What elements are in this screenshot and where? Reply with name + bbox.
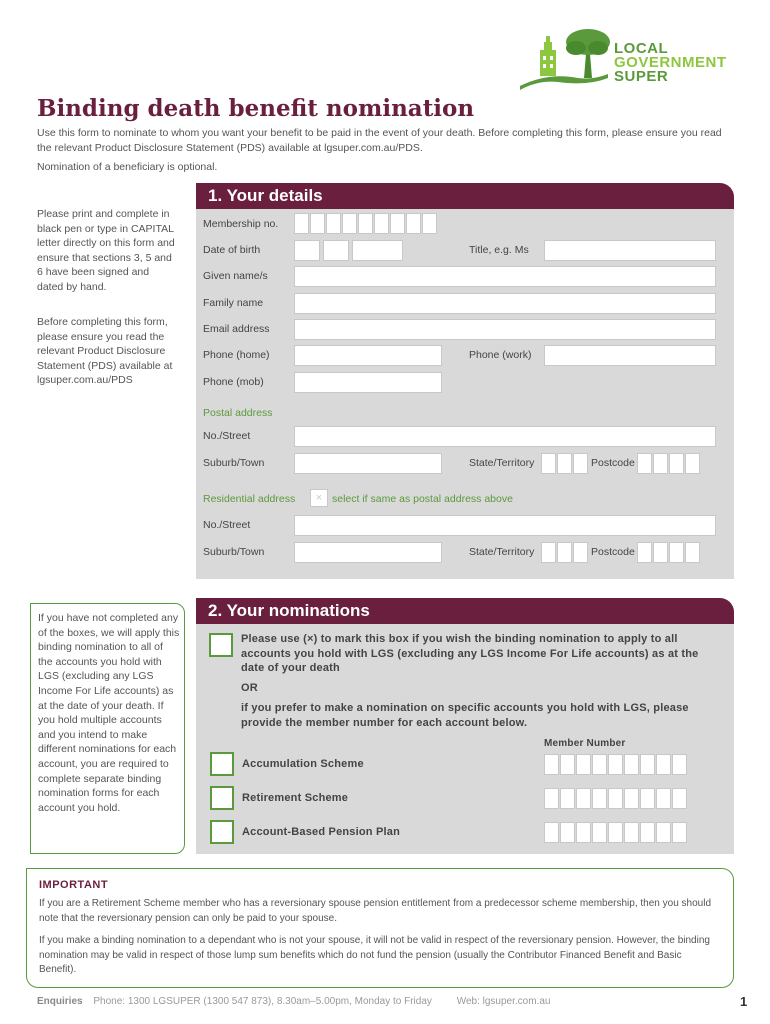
postal-state-cell[interactable] [557,453,572,474]
membership-no-cell[interactable] [406,213,421,234]
important-paragraph-2: If you make a binding nomination to a dependant who is not your spouse, it will not be valid in respect of the reversionary pension. However, the binding nomination may be valid in respect of those lump sum benefits which do not fund the pension (usually the Contributor Financed Benefit and Basic Benefit). [39,935,710,975]
retirement-member-cell[interactable] [560,788,575,809]
pension-member-cell[interactable] [640,822,655,843]
section1-side-note-1: Please print and complete in black pen or type in CAPITAL letter directly on this form and ensure that sections 3, 5 and 6 have been signed and dated by hand. [37,208,175,293]
accumulation-member-cell[interactable] [608,754,623,775]
postal-address-label: Postal address [203,407,273,419]
logo-line-1: LOCAL [614,40,669,57]
residential-state-cell[interactable] [573,542,588,563]
pension-label: Account-Based Pension Plan [242,826,401,838]
phone-home-field[interactable] [294,345,442,366]
residential-street-label: No./Street [203,519,251,531]
phone-mob-field[interactable] [294,372,442,393]
pension-member-cell[interactable] [544,822,559,843]
retirement-member-cell[interactable] [656,788,671,809]
date-of-birth-label: Date of birth [203,244,261,256]
postal-postcode-cell[interactable] [653,453,668,474]
given-names-field[interactable] [294,266,716,287]
footer-phone: Phone: 1300 LGSUPER (1300 547 873), 8.30am–5.00pm, Monday to Friday [93,996,432,1007]
important-paragraph-1: If you are a Retirement Scheme member who has a reversionary spouse pension entitlement from a predecessor scheme membership, then you should note that the reversionary pension can only be paid to your spouse. [39,898,712,924]
retirement-label: Retirement Scheme [242,792,349,804]
specific-accounts-text: if you prefer to make a nomination on specific accounts you hold with LGS, please provide the member number for each account below. [241,702,689,729]
pension-member-cell[interactable] [576,822,591,843]
logo-line-3: SUPER [614,68,669,85]
pension-member-cell[interactable] [608,822,623,843]
footer [37,996,550,1007]
logo-tree-icon [518,20,610,92]
postal-postcode-cell[interactable] [685,453,700,474]
accumulation-member-cell[interactable] [560,754,575,775]
residential-address-label: Residential address [203,493,296,505]
residential-street-field[interactable] [294,515,716,536]
all-accounts-text: Please use (×) to mark this box if you wish the binding nomination to apply to all accounts you hold with LGS (excluding any LGS Income For Life accounts) as at the date of your death [241,633,699,674]
footer-web: Web: lgsuper.com.au [456,996,551,1007]
residential-postcode-cell[interactable] [685,542,700,563]
postal-street-field[interactable] [294,426,716,447]
membership-no-cell[interactable] [390,213,405,234]
retirement-member-cell[interactable] [640,788,655,809]
residential-state-cell[interactable] [557,542,572,563]
section1-heading: 1. Your details [196,183,734,209]
dob-day-field[interactable] [294,240,320,261]
section2-side-note: If you have not completed any of the boxes, we will apply this binding nomination to all of the accounts you hold with LGS (excluding any LGS Income For Life accounts) as at the date of your death. If you hold multiple accounts and you intend to make different nominations for each account, you are required to complete separate binding nomination forms for each account you hold. [38,612,180,814]
phone-work-field[interactable] [544,345,716,366]
residential-state-label: State/Territory [469,546,535,558]
pension-checkbox[interactable] [210,820,234,844]
section1-panel [196,209,734,579]
residential-suburb-field[interactable] [294,542,442,563]
membership-no-cell[interactable] [342,213,357,234]
page-number: 1 [740,994,748,1009]
accumulation-member-cell[interactable] [576,754,591,775]
pension-member-cell[interactable] [624,822,639,843]
postal-suburb-field[interactable] [294,453,442,474]
accumulation-member-cell[interactable] [592,754,607,775]
residential-postcode-cell[interactable] [653,542,668,563]
accumulation-member-cell[interactable] [672,754,687,775]
accumulation-member-cell[interactable] [624,754,639,775]
residential-postcode-cell[interactable] [637,542,652,563]
residential-postcode-cell[interactable] [669,542,684,563]
accumulation-member-cell[interactable] [544,754,559,775]
retirement-member-cell[interactable] [608,788,623,809]
pension-member-cell[interactable] [672,822,687,843]
dob-month-field[interactable] [323,240,349,261]
retirement-member-cell[interactable] [592,788,607,809]
membership-no-cell[interactable] [422,213,437,234]
retirement-member-cell[interactable] [672,788,687,809]
all-accounts-checkbox[interactable] [209,633,233,657]
or-text: OR [241,682,258,694]
section2-heading: 2. Your nominations [196,598,734,624]
membership-no-cell[interactable] [294,213,309,234]
membership-no-cell[interactable] [374,213,389,234]
family-name-field[interactable] [294,293,716,314]
phone-work-label: Phone (work) [469,349,532,361]
title-field[interactable] [544,240,716,261]
accumulation-checkbox[interactable] [210,752,234,776]
logo-text [614,42,727,84]
same-as-postal-label: select if same as postal address above [332,493,513,505]
phone-mob-label: Phone (mob) [203,376,264,388]
email-label: Email address [203,323,270,335]
residential-suburb-label: Suburb/Town [203,546,265,558]
page-title: Binding death benefit nomination [37,95,475,122]
given-names-label: Given name/s [203,270,268,282]
retirement-member-cell[interactable] [624,788,639,809]
intro-paragraph-2: Nomination of a beneficiary is optional. [37,161,218,173]
postal-postcode-label: Postcode [591,457,635,469]
section1-side-note-2: Before completing this form, please ensure you read the relevant Product Disclosure Statement (PDS) available at lgsuper.com.au/PDS [37,316,173,386]
postal-street-label: No./Street [203,430,251,442]
logo-line-2: GOVERNMENT [614,54,727,71]
accumulation-member-cell[interactable] [640,754,655,775]
important-heading: IMPORTANT [39,879,109,891]
same-as-postal-checkbox[interactable]: × [310,489,328,507]
membership-no-cell[interactable] [310,213,325,234]
postal-postcode-cell[interactable] [669,453,684,474]
intro-paragraph-1: Use this form to nominate to whom you want your benefit to be paid in the event of your death. Before completing this form, please ensure you read the relevant Product Disclosure Statement (PDS) available at lgsuper.com.au/PDS. [37,127,722,154]
retirement-checkbox[interactable] [210,786,234,810]
retirement-member-cell[interactable] [544,788,559,809]
important-box [26,868,734,988]
section2-panel [196,624,734,854]
dob-year-field[interactable] [352,240,403,261]
member-number-header: Member Number [544,738,626,749]
membership-no-cell[interactable] [326,213,341,234]
retirement-member-cell[interactable] [576,788,591,809]
membership-no-cell[interactable] [358,213,373,234]
pension-member-cell[interactable] [656,822,671,843]
email-field[interactable] [294,319,716,340]
residential-postcode-label: Postcode [591,546,635,558]
pension-member-cell[interactable] [592,822,607,843]
postal-state-cell[interactable] [573,453,588,474]
postal-state-cell[interactable] [541,453,556,474]
pension-member-cell[interactable] [560,822,575,843]
residential-state-cell[interactable] [541,542,556,563]
postal-state-label: State/Territory [469,457,535,469]
accumulation-member-cell[interactable] [656,754,671,775]
footer-enquiries: Enquiries [37,996,83,1007]
phone-home-label: Phone (home) [203,349,270,361]
postal-suburb-label: Suburb/Town [203,457,265,469]
intro [37,126,727,179]
membership-no-label: Membership no. [203,218,279,230]
family-name-label: Family name [203,297,264,309]
accumulation-label: Accumulation Scheme [242,758,364,770]
title-label: Title, e.g. Ms [469,244,529,256]
postal-postcode-cell[interactable] [637,453,652,474]
